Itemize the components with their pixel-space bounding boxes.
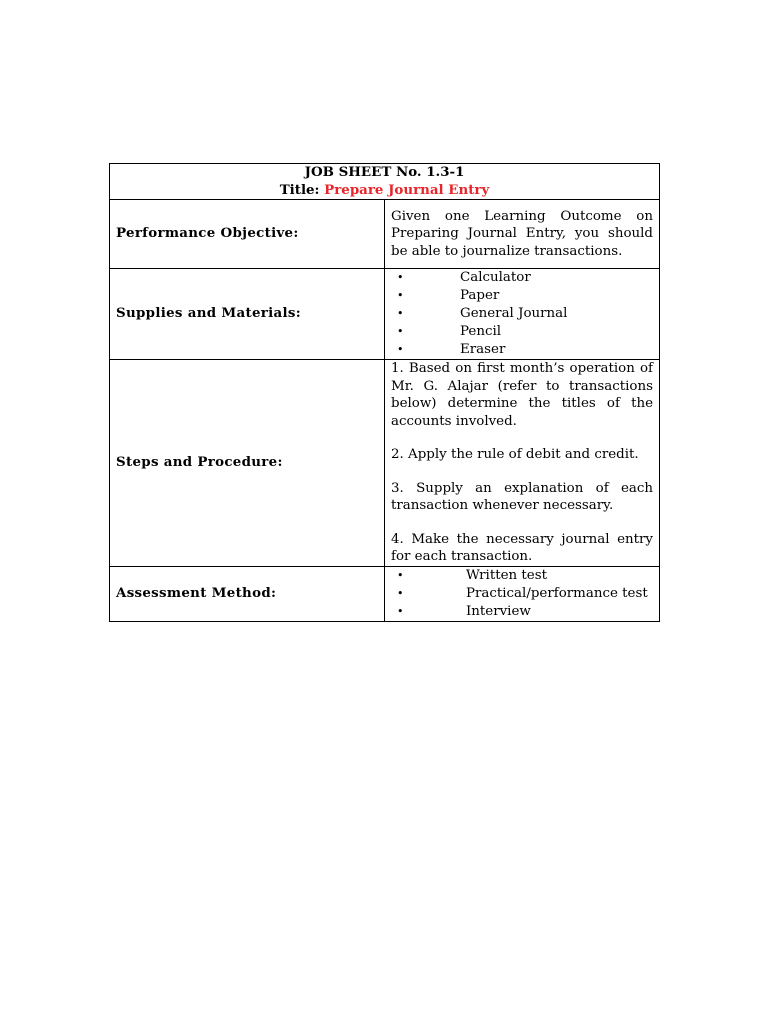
bullet-icon: • <box>397 587 404 600</box>
bullet-icon: • <box>397 605 404 618</box>
list-item: • Interview <box>397 604 531 619</box>
objective-row <box>110 200 660 269</box>
list-item: • Calculator <box>397 270 531 285</box>
assessment-label: Assessment Method: <box>110 567 385 622</box>
steps-label: Steps and Procedure: <box>110 360 385 567</box>
title-label: Title: <box>279 181 320 198</box>
job-sheet-title <box>110 182 659 200</box>
bullet-icon: • <box>397 307 404 320</box>
bullet-icon: • <box>397 271 404 284</box>
list-item: • Paper <box>397 288 500 303</box>
list-item: • Written test <box>397 568 547 583</box>
supplies-label: Supplies and Materials: <box>110 269 385 360</box>
step-item: 2. Apply the rule of debit and credit. <box>391 447 639 463</box>
objective-label: Performance Objective: <box>110 200 385 269</box>
bullet-icon: • <box>397 289 404 302</box>
list-item: • Eraser <box>397 342 506 357</box>
job-sheet-header <box>110 164 660 200</box>
job-sheet-table <box>109 163 660 622</box>
list-item: • General Journal <box>397 306 568 321</box>
supplies-row <box>110 269 660 360</box>
step-item: 3. Supply an explanation of each transaction whenever necessary. <box>391 480 653 514</box>
header-row <box>110 164 660 200</box>
assessment-list <box>391 567 653 621</box>
bullet-icon: • <box>397 569 404 582</box>
list-item: • Pencil <box>397 324 502 339</box>
step-item: 1. Based on first month’s operation of Mr. G. Alajar (refer to transactions below) determine the titles of the accounts involved. <box>391 361 653 429</box>
objective-text: Given one Learning Outcome on Preparing Journal Entry, you should be able to journalize transactions. <box>385 200 660 269</box>
steps-row <box>110 360 660 567</box>
bullet-icon: • <box>397 325 404 338</box>
title-value: Prepare Journal Entry <box>324 181 490 198</box>
supplies-cell <box>385 269 660 360</box>
list-item: • Practical/performance test <box>397 586 648 601</box>
supplies-list <box>391 269 653 359</box>
job-sheet-number: JOB SHEET No. 1.3-1 <box>304 164 465 180</box>
step-item: 4. Make the necessary journal entry for each transaction. <box>391 531 653 565</box>
assessment-row <box>110 567 660 622</box>
bullet-icon: • <box>397 343 404 356</box>
assessment-cell <box>385 567 660 622</box>
steps-cell <box>385 360 660 567</box>
